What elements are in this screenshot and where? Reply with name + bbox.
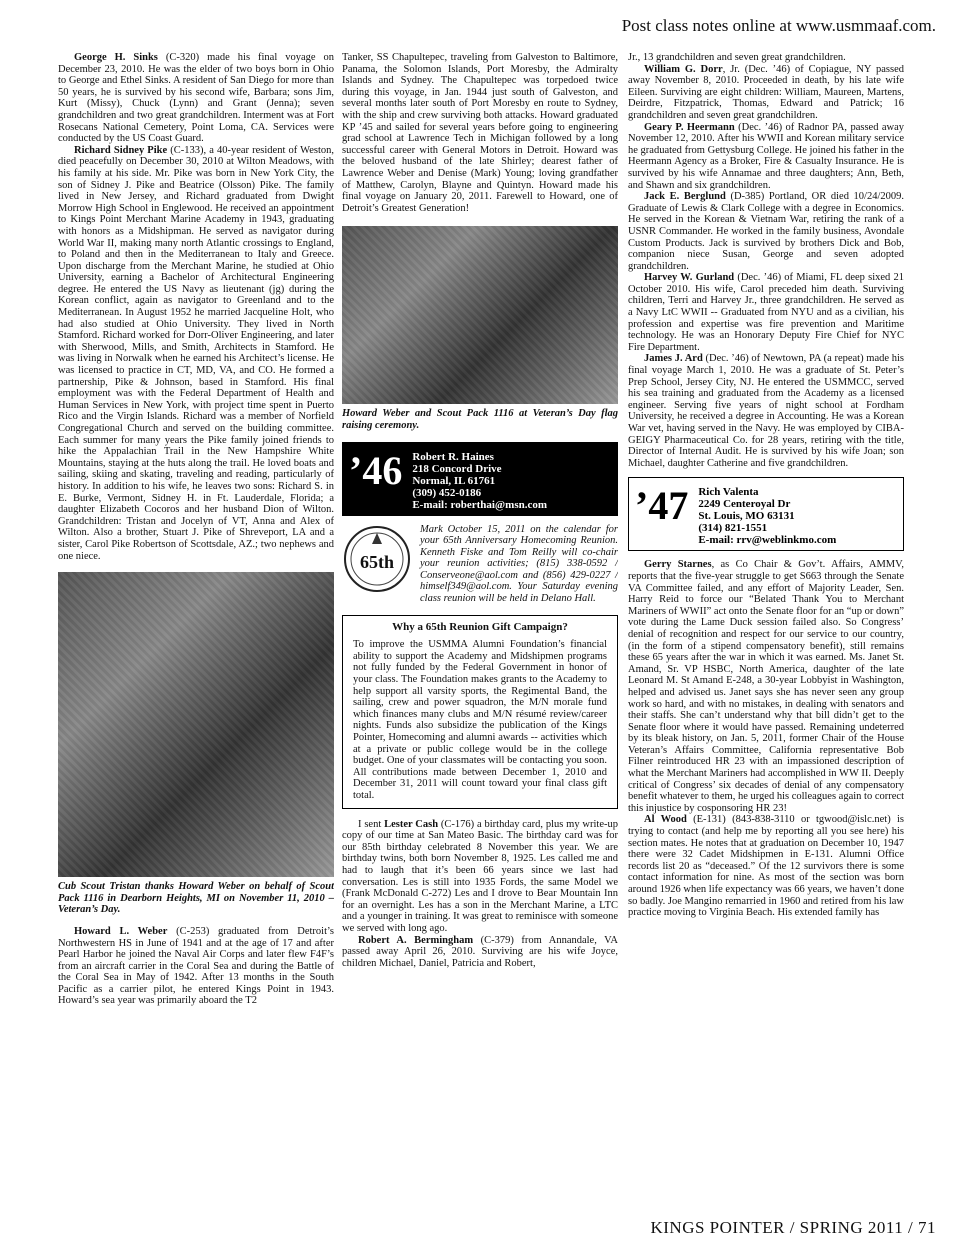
name-ard: James J. Ard (644, 353, 703, 365)
class-46-contact-box (342, 442, 618, 516)
class-47-email[interactable]: E-mail: rrv@weblinkmo.com (698, 534, 837, 547)
note-lester-cash: I sent Lester Cash (C-176) a birthday card, plus my write-up copy of our time at San Mateo Basic. The birthday card was for our 85th birthday celebrated 8 November this year. We are birthday twins, both born November 8, 1925. Les called me and had to laugh that it’s been 66 years since we last had conversation. Les is still into 1935 Fords, the same Model we (Frank McDonald C-272) Les and I drove to Bear Mountain Inn for an overnight. Les has a son in the Merchant Marine, a LTC and a younger in training. It was great to reminisce with someone we served with long ago. (342, 818, 618, 934)
class-47-name: Rich Valenta (698, 486, 759, 499)
note-al-wood: Al Wood (E-131) (843-838-3110 or tgwood@islc.net) is trying to contact (and help me by reporting all you see here) his section mates. He notes that at graduation on December 10, 1947 there were 32 Cadet Midshipmen in E-131. Alumni Office records list 20 as “deceased.” Of the 12 survivors there is some contact information for nine. As most of the section was born around 1926 when life expectancy was 66 years, we haven’t done so badly. Joe Mangino remarried in 1960 and retired from his law practice moving to Virginia Beach. His extended family has (628, 814, 904, 919)
class-47-phone: (314) 821-1551 (698, 522, 768, 535)
name-starnes: Gerry Starnes (644, 559, 712, 571)
name-heermann: Geary P. Heermann (644, 121, 735, 133)
svg-text:65th: 65th (359, 551, 395, 572)
class-year-46: ’46 (349, 447, 403, 493)
name-wood: Al Wood (644, 814, 687, 826)
gift-campaign-box (342, 615, 618, 809)
reunion-text: Mark October 15, 2011 on the calendar for your 65th Anniversary Homecoming Reunion. Kenneth Fiske and Tom Reilly will co-chair your reunion activities; (815) 338-0592 / Conserveone@aol.com and (856) 429-0227 / himself349@aol.com. Your Saturday evening class reunion will be held in Delano Hall. (420, 523, 618, 605)
column-3 (628, 52, 904, 1192)
class-46-info (412, 447, 547, 511)
name-weber: Howard L. Weber (74, 925, 168, 937)
obituary-pike: Richard Sidney Pike (C-133), a 40-year resident of Weston, died peacefully on December 30, 2010 at Wilton Meadows, with his family at his side. Mr. Pike was born in New York City, the son of Sidney J. Pike and Beatrice (Olsson) Pike. The family lived in New Jersey, and Richard graduated from Dwight Morrow High School in Englewood. He received an appointment to Kings Point Merchant Marine Academy in 1943, graduating with honors as a Midshipman. He served as navigator during World War II, making many north Atlantic crossings to England, to Poland and then in the Mediterranean to Italy and Greece. Upon discharge from the Merchant Marine, he studied at Ohio University, earning a Bachelor of Architectural Engineering degree. He entered the US Navy as lieutenant (jg) during the Korean conflict, again as navigator to Greenland and to the Mediterranean. In August 1952 he married Jacqueline Holt, who had also studied at Ohio University. They lived in North Stamford. Richard worked for Dorr-Oliver Engineering, and later with Sherwood, Mills, and Smith, Architects in Stamford. He was living in Norwalk when he earned his Architect’s license. He was licensed to practice in CT, MD, VA, and CO. He formed a partnership, Pike & Johnson, based in Stamford. His final employment was with the Federal Department of Health and Human Services in New York, with project time spent in Puerto Rico and the Virgin Islands. Richard was a member of Norfield Congregational Church and served on the building committee. Each summer for many years the Pike family joined friends to hike the Appalachian Trail in the New Hampshire White Mountains, staying at the huts along the trail. He loved boats and sailing, skiing and skating, traveling and reading, particularly of history. In addition to his wife, he leaves two sons: Richard S. in E. Burke, Vermont, Sidney H. in Ft. Lauderdale, Florida; a daughter Elizabeth Cocoros and her husband Dion of Wilton. Grandchildren: Tristan and Jocelyn of VT, Anna and Alex of Wilton. Also a brother, Stuart J. Pike of Shreveport, LA and a sister, Carol Pike Robertson of Scottsdale, AZ.; two nephews and one niece. (58, 144, 334, 562)
photo-scout-pack (342, 226, 618, 404)
name-berglund: Jack E. Berglund (644, 191, 726, 203)
obituary-ard: James J. Ard (Dec. ’46) of Newtown, PA (a repeat) made his final voyage March 1, 2010. He was a graduate of St. Peter’s Prep School, Jersey City, NJ. He entered the USMMCC, served his sea training and graduated from the Academy as a licensed engineer. Serving five years of night school at Fordham University, he received a degree in Accounting. He was a Korean War vet, having served in the Navy. He was employed by CIBA-GEIGY Pharmaceutical Co. for 28 years, retiring with the title, Director of Internal Audit. He is survived by his wife Joan; son Michael, daughter Catherine and five grandchildren. (628, 353, 904, 469)
class-46-name: Robert R. Haines (412, 450, 494, 463)
note-starnes: Gerry Starnes, as Co Chair & Gov’t. Affairs, AMMV, reports that the five-year struggle to get S663 through the Senate VA Committee failed, and any effort of Majority Leader, Sen. Harry Reid to force our “Belated Thank You to Merchant Mariners of WWII” act onto the Senate floor for an “up or down” vote during the Lame Duck session failed also. So Congress’ denial of recognition and respect for our service to our country, (in the form of a stipend compensatory benefit), still remains these 65 years after the war in which it was earned. Ms. Janet St. Amand, Sr. VP HSBC, North America, daughter of the late Leonard M. St Amand E-248, a 30-year Lobbyist in Washington, helped and advised us. Janet says she has never seen any group work so hard, and with no mistakes, in dealing with senators and their staffs. She can’t understand why that bill didn’t get to the Senate floor where it would have passed. Remaining undeterred by its bleak history, on Jan. 5, 2011, former Chair of the House Veteran’s Affairs Committee, California representative Bob Filner reintroduced HR 23 with an impassioned description of what the Merchant Mariners had accomplished in WW II. Deeply critical of Congress’ six decades of denial of any compensatory benefit whatever to them, he urged his colleagues again to correct this injustice by cosponsoring HR 23! (628, 559, 904, 814)
reunion-notice (342, 524, 618, 605)
obituary-weber: Howard L. Weber (C-253) graduated from Detroit’s Northwestern HS in June of 1941 and at the age of 17 and after Pearl Harbor he joined the Naval Air Corps and later flew F4F’s from an aircraft carrier in the Coral Sea and during the Battle of the Coral Sea in May of 1942. After 13 months in the South Pacific as a carrier pilot, he entered Kings Point in 1943. Howard’s sea year was primarily aboard the T2 (58, 925, 334, 1007)
obituary-bermingham: Robert A. Bermingham (C-379) from Annandale, VA passed away April 26, 2010. Surviving are his wife Joyce, children Michael, Daniel, Patricia and Robert, (342, 934, 618, 969)
obituary-weber-continued: Tanker, SS Chapultepec, traveling from Galveston to Baltimore, Panama, the Solomon Islands, Port Moresby, the Admiralty Islands and Sydney. The Chapultepec was torpedoed twice during this voyage, in Jan. 1944 just south of Galveston, and several months later south of Port Moresby en route to Sydney, with the ship and crew surviving both attacks. Howard graduated KP ’45 and sailed for several years before going to engineering grad school at Lawrence Tech in Michigan followed by a long successful career with General Motors in Detroit. Howard was the beloved husband of the late Shirley; dearest father of Lawrence Weber and Denise (Mark) Young; loving grandfather of Matthew, Carolyn, Blayne and Quintyn. Howard made his final voyage on January 20, 2011. Farewell to Howard, one of Detroit’s Greatest Generation! (342, 52, 618, 214)
obituary-heermann: Geary P. Heermann (Dec. ’46) of Radnor PA, passed away November 12, 2010. After his WWII and Korean military service he graduated from Gettysburg College. He joined his father in the Heermann Agency as a Broker, Fire & Casualty Insurance. He is survived by his wife Annamae and three daughters; Ann, Beth, and Shawn and six grandchildren. (628, 121, 904, 191)
obituary-dorr: William G. Dorr, Jr. (Dec. ’46) of Copiague, NY passed away November 8, 2010. Proceeded in death, by his late wife Eileen. Surviving are eight children: William, Maureen, Martens, Deirdre, Fitzpatrick, Thomas, Edward and Patrick; 16 grandchildren and seven great grandchildren. (628, 63, 904, 121)
gift-campaign-text: To improve the USMMA Alumni Foundation’s financial ability to support the Academy and Midshipmen programs not fully funded by the Federal Government in honor of your class. The Foundation makes grants to the Academy to help support all varsity sports, the Regimental Band, the sailing, crew and power squadron, the M/N morale fund which finances many clubs and M/N résumé review/career nights. Funds also subsidize the publication of the Kings Pointer, Homecoming and alumni awards -- activities which at a private or public college would be in the college budget. One of your classmates will be contacting you soon. All contributions made between December 1, 2010 and December 31, 2011 will count toward your final class gift total. (353, 639, 607, 801)
page-footer: KINGS POINTER / SPRING 2011 / 71 (650, 1218, 936, 1237)
name-cash: Lester Cash (384, 818, 439, 830)
gift-campaign-title: Why a 65th Reunion Gift Campaign? (392, 620, 568, 633)
photo-caption-tristan: Cub Scout Tristan thanks Howard Weber on behalf of Scout Pack 1116 in Dearborn Heights, MI on November 11, 2010 – Veteran’s Day. (58, 881, 334, 916)
class-47-address2: St. Louis, MO 63131 (698, 510, 795, 523)
class-47-address1: 2249 Centeroyal Dr (698, 498, 791, 511)
65th-anniversary-seal-icon (342, 524, 412, 594)
obituary-bermingham-continued: Jr., 13 grandchildren and seven great grandchildren. (628, 52, 846, 63)
name-sinks: George H. Sinks (74, 52, 158, 63)
obituary-berglund: Jack E. Berglund (D-385) Portland, OR died 10/24/2009. Graduate of Lewis & Clark College with a degree in Economics. He served in the Korean & Vietnam War, retiring the rank of a USNR Commander. He worked in the family business, Avondale Custom Products. Jack is survived by brothers Dick and Bob, companion niece Susan, George and seven adopted grandchildren. (628, 191, 904, 272)
class-46-address1: 218 Concord Drive (412, 462, 502, 475)
class-year-47: ’47 (635, 483, 689, 529)
photo-caption-scout-pack: Howard Weber and Scout Pack 1116 at Veteran’s Day flag raising ceremony. (342, 408, 618, 431)
name-pike: Richard Sidney Pike (74, 144, 168, 156)
page-header: Post class notes online at www.usmmaaf.com. (621, 16, 936, 35)
name-dorr: William G. Dorr (644, 63, 723, 75)
obituary-gurland: Harvey W. Gurland (Dec. ’46) of Miami, FL deep sixed 21 October 2010. His wife, Carol preceded him death. Surviving children, Terri and Harvey Jr., three grandchildren. He served as a Navy LtC WWII -- Graduated from NYU and as a civilian, his profession and expertise was fire prevention and Maritime technology. He was an Honorary Deputy Fire Chief for NYC Fire Department. (628, 272, 904, 353)
obituary-sinks: George H. Sinks (C-320) made his final voyage on December 23, 2010. He was the elder of two boys born in Ohio to George and Ethel Sinks. A resident of San Diego for more than 50 years, he is survived by his second wife, Barbara; sons Jim, Kurt (Missy), Chuck (Lynn) and Grant (Jenna); seven grandchildren and two great grandchildren. Interment was at Fort Rosecans National Cemetery, Point Loma, CA. Services were conducted by the US Coast Guard. (58, 52, 334, 145)
class-47-contact-box (628, 477, 904, 551)
column-1 (58, 52, 334, 1192)
class-46-phone: (309) 452-0186 (412, 486, 482, 499)
class-47-info (698, 482, 836, 546)
photo-scout-tristan (58, 572, 334, 877)
column-2 (342, 52, 618, 1192)
name-gurland: Harvey W. Gurland (644, 272, 735, 284)
class-46-email[interactable]: E-mail: roberthai@msn.com (412, 498, 548, 511)
class-46-address2: Normal, IL 61761 (412, 474, 496, 487)
name-bermingham: Robert A. Bermingham (358, 934, 474, 946)
